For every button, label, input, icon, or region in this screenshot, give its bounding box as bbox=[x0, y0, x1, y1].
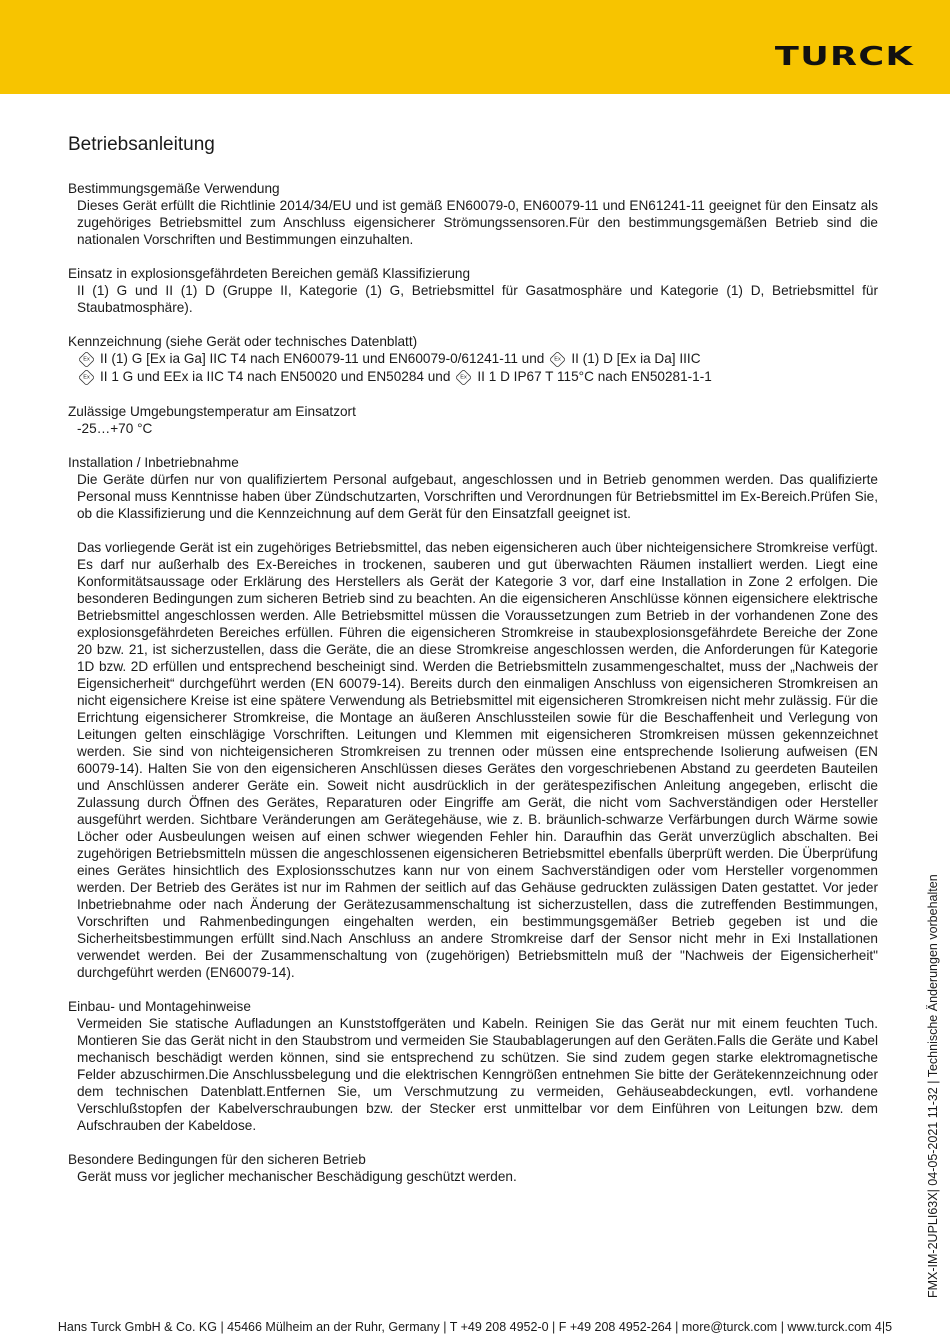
section-intended-use bbox=[68, 180, 878, 248]
section-paragraph: -25…+70 °C bbox=[77, 421, 153, 436]
marking-text: II (1) D [Ex ia Da] IIIC bbox=[571, 351, 701, 366]
ex-hexagon-icon bbox=[78, 369, 95, 386]
section-heading: Einbau- und Montagehinweise bbox=[68, 999, 251, 1014]
section-paragraph: Dieses Gerät erfüllt die Richtlinie 2014/34/EU und ist gemäß EN60079-0, EN60079-11 und EN61241-11 geeignet für den Einsatz als zugehöriges Betriebsmittel zum Anschluss eigensicherer Strömungssensoren.Für den bestimmungsgemäßen Betrieb sind die nationalen Vorschriften und Bestimmungen einzuhalten. bbox=[77, 198, 878, 247]
marking-text: II (1) G [Ex ia Ga] IIC T4 nach EN60079-11 und EN60079-0/61241-11 und bbox=[100, 351, 545, 366]
section-heading: Besondere Bedingungen für den sicheren Betrieb bbox=[68, 1152, 366, 1167]
turck-logo: TURCK bbox=[774, 42, 914, 72]
section-installation bbox=[68, 454, 878, 981]
section-heading: Zulässige Umgebungstemperatur am Einsatzort bbox=[68, 404, 356, 419]
section-paragraph: Das vorliegende Gerät ist ein zugehöriges Betriebsmittel, das neben eigensicheren auch über nichteigensichere Stromkreise verfügt. Es darf nur außerhalb des Ex-Bereiches in trockenen, sauberen und gut überwachten Räumen installiert werden. Liegt eine Konformitätsaussage oder Erklärung des Herstellers als Gerät der Kategorie 3 vor, darf eine Installation in Zone 2 erfolgen. Die besonderen Bedingungen zum sicheren Betrieb sind zu beachten. An die eigensicheren Anschlüsse können eigensichere elektrische Betriebsmittel angeschlossen werden. Alle Betriebsmittel müssen die Voraussetzungen zum Betrieb in der vorhandenen Zone des explosionsgefährdeten Bereiches erfüllen. Führen die eigensicheren Stromkreise in staubexplosionsgefährdete Bereiche der Zone 20 bzw. 21, ist sicherzustellen, dass die Geräte, die an diese Stromkreise angeschlossen werden, die Anforderungen für Kategorie 1D bzw. 2D erfüllen und entsprechend bescheinigt sind. Werden die Betriebsmitteln zusammengeschaltet, muss der „Nachweis der Eigensicherheit“ durchgeführt werden (EN 60079-14). Bereits durch den einmaligen Anschluss von eigensicheren Stromkreisen an nicht eigensichere Kreise ist eine spätere Verwendung als Betriebsmittel mit eigensicheren Stromkreisen nicht mehr zulässig. Für die Errichtung eigensicherer Stromkreise, die Montage an äußeren Anschlussteilen sowie für die Beschaffenheit und Verlegung von Leitungen gelten einschlägige Vorschriften. Leitungen und Klemmen mit eigensicheren Stromkreisen müssen gekennzeichnet werden. Sie sind von nichteigensicheren Stromkreisen zu trennen oder müssen eine entsprechende Isolierung aufweisen (EN 60079-14). Halten Sie von den eigensicheren Anschlüssen dieses Gerätes den vorgeschriebenen Abstand zu geerdeten Bauteilen und Anschlüssen anderer Geräte ein. Soweit nicht ausdrücklich in der gerätespezifischen Anleitung angegeben, erlischt die Zulassung durch Öffnen des Gerätes, Reparaturen oder Eingriffe am Gerät, die nicht vom Sachverständigen oder Hersteller ausgeführt werden. Sichtbare Veränderungen am Gerätegehäuse, wie z. B. bräunlich-schwarze Verfärbungen durch Wärme sowie Löcher oder Ausbeulungen weisen auf einen schwer wiegenden Fehler hin. Daraufhin das Gerät unverzüglich abschalten. Bei zugehörigen Betriebsmitteln müssen die angeschlossenen eigensicheren Betriebsmittel ebenfalls überprüft werden. Die Überprüfung eines Gerätes hinsichtlich des Explosionsschutzes kann nur von einem Sachverständigen oder vom Hersteller vorgenommen werden. Der Betrieb des Gerätes ist nur im Rahmen der seitlich auf das Gehäuse gedruckten zulässigen Daten gestattet. Vor jeder Inbetriebnahme oder nach Änderung der Gerätezusammenschaltung ist sicherzustellen, dass die zutreffenden Bestimmungen, Vorschriften und Rahmenbedingungen eingehalten werden, ein bestimmungsgemäßer Betrieb gegeben ist und die Sicherheitsbestimmungen erfüllt sind.Nach Anschluss an andere Stromkreise darf der Sensor nicht mehr in Exi Installationen verwendet werden. Bei der Zusammenschaltung von (zugehörigen) Betriebsmitteln muß der "Nachweis der Eigensicherheit" durchgeführt werden (EN60079-14). bbox=[77, 540, 878, 980]
ex-hexagon-icon bbox=[78, 351, 95, 368]
section-paragraph: Die Geräte dürfen nur von qualifiziertem Personal aufgebaut, angeschlossen und in Betrieb genommen werden. Das qualifizierte Personal muss Kenntnisse haben über Zündschutzarten, Vorschriften und Verordnungen für Betriebsmittel im Ex-Bereich.Prüfen Sie, ob die Klassifizierung und die Kennzeichnung auf dem Gerät für den Einsatzfall geeignet ist. bbox=[77, 472, 878, 521]
section-paragraph: Vermeiden Sie statische Aufladungen an Kunststoffgeräten und Kabeln. Reinigen Sie das Gerät nur mit einem feuchten Tuch. Montieren Sie das Gerät nicht in den Staubstrom und vermeiden Sie Staubablagerungen auf den Geräten.Falls die Geräte und Kabel mechanisch beschädigt werden können, sind sie entsprechend zu schützen. Sie sind zudem gegen starke elektromagnetische Felder abzuschirmen.Die Anschlussbelegung und die elektrischen Kenngrößen entnehmen Sie bitte der Gerätekennzeichnung oder dem technischen Datenblatt.Entfernen Sie, um Verschmutzung zu vermeiden, Gehäuseabdeckungen, evtl. vorhandene Verschlußstopfen der Kabelverschraubungen bzw. der Stecker erst unmittelbar vor dem Einführen von Leitungen bzw. dem Aufschrauben der Kabeldose. bbox=[77, 1016, 878, 1133]
section-ambient-temperature bbox=[68, 403, 878, 437]
marking-text: II 1 G und EEx ia IIC T4 nach EN50020 und EN50284 und bbox=[100, 369, 451, 384]
section-heading: Installation / Inbetriebnahme bbox=[68, 455, 239, 470]
ex-hexagon-icon bbox=[455, 369, 472, 386]
document-body bbox=[68, 180, 878, 1202]
section-paragraph: II (1) G und II (1) D (Gruppe II, Kategorie (1) G, Betriebsmittel für Gasatmosphäre und Kategorie (1) D, Betriebsmittel für Staubatmosphäre). bbox=[77, 283, 878, 315]
section-marking bbox=[68, 333, 878, 386]
marking-line bbox=[68, 368, 878, 386]
section-safe-operation bbox=[68, 1151, 878, 1185]
section-mounting bbox=[68, 998, 878, 1134]
section-heading: Einsatz in explosionsgefährdeten Bereichen gemäß Klassifizierung bbox=[68, 266, 470, 281]
vertical-document-info: FMX-IM-2UPLI63X| 04-05-2021 11-32 | Technische Änderungen vorbehalten bbox=[926, 874, 940, 1298]
section-heading: Bestimmungsgemäße Verwendung bbox=[68, 181, 280, 196]
section-ex-areas bbox=[68, 265, 878, 316]
section-paragraph: Gerät muss vor jeglicher mechanischer Beschädigung geschützt werden. bbox=[77, 1169, 517, 1184]
page-title: Betriebsanleitung bbox=[68, 134, 215, 155]
page-footer: Hans Turck GmbH & Co. KG | 45466 Mülheim an der Ruhr, Germany | T +49 208 4952-0 | F +49 208 4952-264 | more@turck.com | www.turck.com 4|5 bbox=[57, 1320, 893, 1334]
marking-text: II 1 D IP67 T 115°C nach EN50281-1-1 bbox=[477, 369, 712, 384]
marking-line bbox=[68, 350, 878, 368]
section-heading: Kennzeichnung (siehe Gerät oder technisches Datenblatt) bbox=[68, 334, 418, 349]
ex-hexagon-icon bbox=[549, 351, 566, 368]
